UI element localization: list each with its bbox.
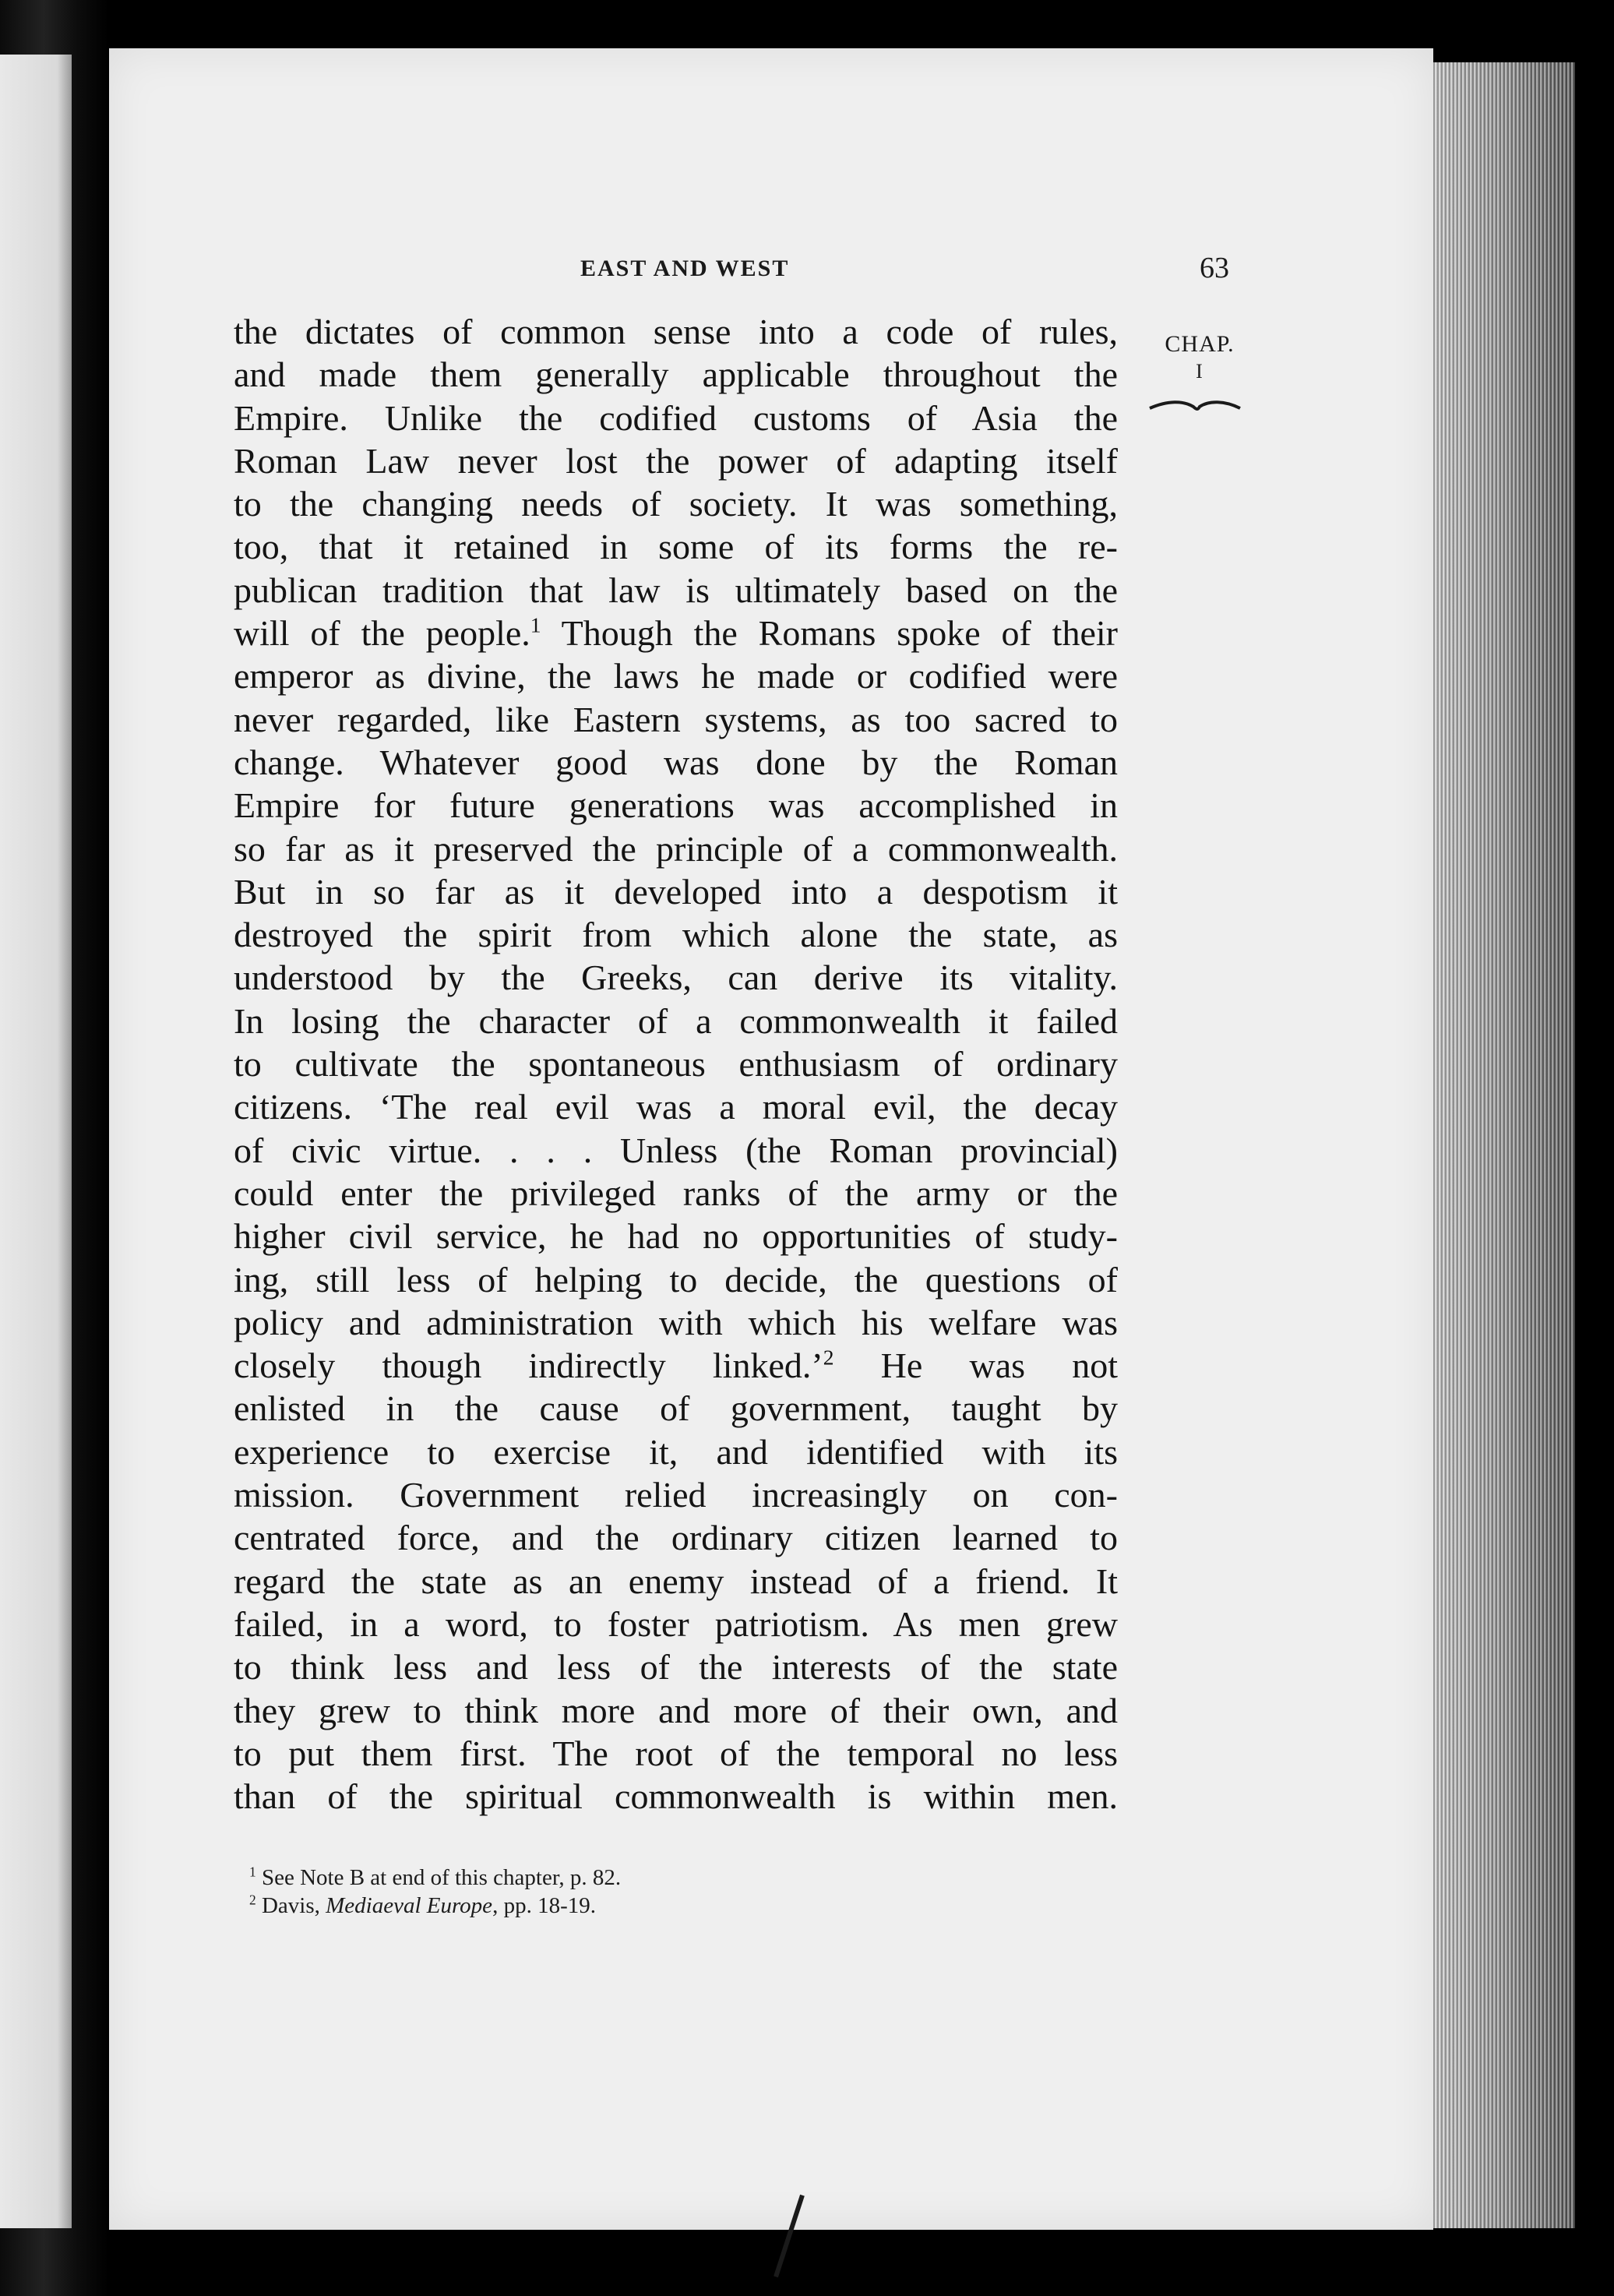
text-line: and made them generally applicable throughout the	[234, 354, 1118, 395]
footnote-marker: 1	[249, 1864, 256, 1880]
footnotes	[249, 1864, 1106, 1920]
text-line: to the changing needs of society. It was something,	[234, 484, 1118, 524]
facing-page-edge	[0, 55, 72, 2228]
text-line: destroyed the spirit from which alone the state, as	[234, 915, 1118, 955]
chapter-label: CHAP.	[1165, 331, 1235, 357]
footnote-ref-1: 1	[530, 612, 541, 637]
text-line: enlisted in the cause of government, taught by	[234, 1388, 1118, 1429]
text-line-with-footnote-2	[234, 1344, 1118, 1387]
page-number: 63	[1200, 252, 1229, 284]
footnote-2	[249, 1892, 1106, 1920]
text-line: than of the spiritual commonwealth is within men.	[234, 1776, 1118, 1817]
text-line: But in so far as it developed into a despotism it	[234, 871, 1118, 912]
text-line: could enter the privileged ranks of the army or the	[234, 1173, 1118, 1213]
text-line: of civic virtue. . . . Unless (the Roman provincial)	[234, 1130, 1118, 1170]
text-line-with-footnote-1	[234, 612, 1118, 654]
text-line: Empire for future generations was accomplished in	[234, 785, 1118, 826]
chapter-brace-ornament	[1148, 396, 1242, 414]
text-line: too, that it retained in some of its forms the re-	[234, 527, 1118, 567]
book-page-edges	[1427, 62, 1575, 2228]
chapter-number: I	[1196, 360, 1203, 383]
text-line: publican tradition that law is ultimately based on the	[234, 570, 1118, 610]
text-line: higher civil service, he had no opportunities of study-	[234, 1216, 1118, 1257]
footnote-text: See Note B at end of this chapter, p. 82.	[261, 1865, 622, 1890]
body-text	[234, 310, 1118, 1818]
text-line: centrated force, and the ordinary citizen learned to	[234, 1518, 1118, 1558]
text-line: regard the state as an enemy instead of a friend. It	[234, 1561, 1118, 1601]
text-line: change. Whatever good was done by the Roman	[234, 742, 1118, 782]
text-line: to put them first. The root of the temporal no less	[234, 1733, 1118, 1773]
text-line: understood by the Greeks, can derive its vitality.	[234, 958, 1118, 998]
text-line: the dictates of common sense into a code of rules,	[234, 312, 1118, 351]
text-segment: He was not	[833, 1346, 1118, 1386]
text-line: so far as it preserved the principle of a commonwealth.	[234, 828, 1118, 869]
text-line: mission. Government relied increasingly on con-	[234, 1475, 1118, 1515]
text-line: emperor as divine, the laws he made or codified were	[234, 656, 1118, 697]
text-segment: will of the people.	[234, 613, 530, 654]
footnote-ref-2: 2	[823, 1345, 834, 1370]
footnote-pages: , pp. 18-19.	[492, 1893, 596, 1918]
text-segment: Though the Romans spoke of their	[541, 613, 1118, 654]
text-line: never regarded, like Eastern systems, as too sacred to	[234, 699, 1118, 739]
text-line: citizens. ‘The real evil was a moral evil, the decay	[234, 1087, 1118, 1127]
text-line: policy and administration with which his welfare was	[234, 1302, 1118, 1342]
text-line: Empire. Unlike the codified customs of Asia the	[234, 397, 1118, 438]
text-line: Roman Law never lost the power of adapting itself	[234, 440, 1118, 481]
text-line: experience to exercise it, and identified with its	[234, 1431, 1118, 1472]
text-line: ing, still less of helping to decide, the questions of	[234, 1259, 1118, 1300]
text-line: In losing the character of a commonwealth it failed	[234, 1000, 1118, 1041]
text-segment: closely though indirectly linked.’	[234, 1346, 823, 1386]
margin-chapter-label	[1153, 331, 1246, 383]
text-line: they grew to think more and more of their own, and	[234, 1690, 1118, 1730]
text-line: to think less and less of the interests of the state	[234, 1647, 1118, 1688]
footnote-author: Davis,	[261, 1893, 326, 1918]
footnote-marker: 2	[249, 1892, 256, 1908]
running-head: EAST AND WEST	[580, 256, 790, 281]
footnote-book-title: Mediaeval Europe	[326, 1893, 493, 1918]
text-line: failed, in a word, to foster patriotism. As men grew	[234, 1603, 1118, 1644]
text-line: to cultivate the spontaneous enthusiasm of ordinary	[234, 1044, 1118, 1085]
footnote-1	[249, 1864, 1106, 1892]
